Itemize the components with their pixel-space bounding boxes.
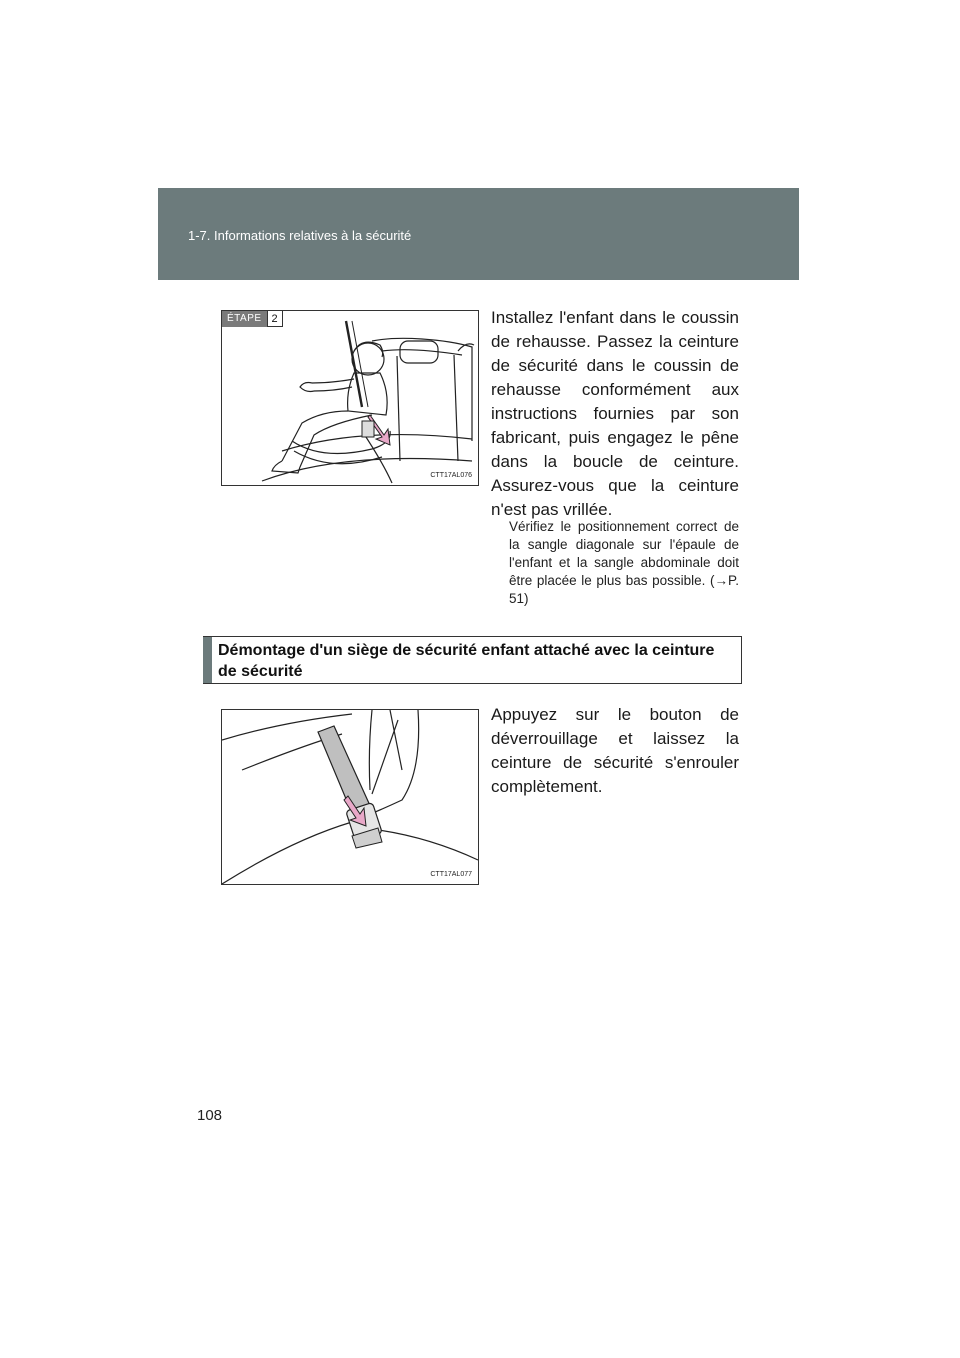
heading-accent [203,637,212,683]
instruction-text: Installez l'enfant dans le coussin de rehausse. Passez la ceinture de sécurité dans le coussin de rehausse conformément aux instructions fournies par son fabricant, puis engagez le pêne dans la boucle de ceinture. Assurez-vous que la ceinture n'est pas vrillée. [491,308,739,519]
section-label: 1-7. Informations relatives à la sécurité [188,228,412,243]
instruction-text: Appuyez sur le bouton de déverrouillage et laissez la ceinture de sécurité s'enrouler complètement. [491,705,739,796]
booster-illustration [222,311,478,485]
note-text: Vérifiez le positionnement correct de la sangle diagonale sur l'épaule de l'enfant et la sangle abdominale doit être placée le plus bas possible. (→P. 51) [509,519,739,606]
step-label: ÉTAPE [222,311,267,327]
step-number: 2 [267,311,283,327]
figure-booster-installation [221,310,479,486]
heading-text: Démontage d'un siège de sécurité enfant attaché avec la ceinture de sécurité [218,642,715,680]
section-header-band [158,188,799,280]
belt-release-illustration [222,710,478,884]
step-badge [222,311,283,327]
page-number: 108 [197,1107,223,1124]
figure-belt-release [221,709,479,885]
figure-code: CTT17AL076 [430,472,472,479]
figure-code: CTT17AL077 [430,871,472,878]
section-heading [203,636,742,684]
